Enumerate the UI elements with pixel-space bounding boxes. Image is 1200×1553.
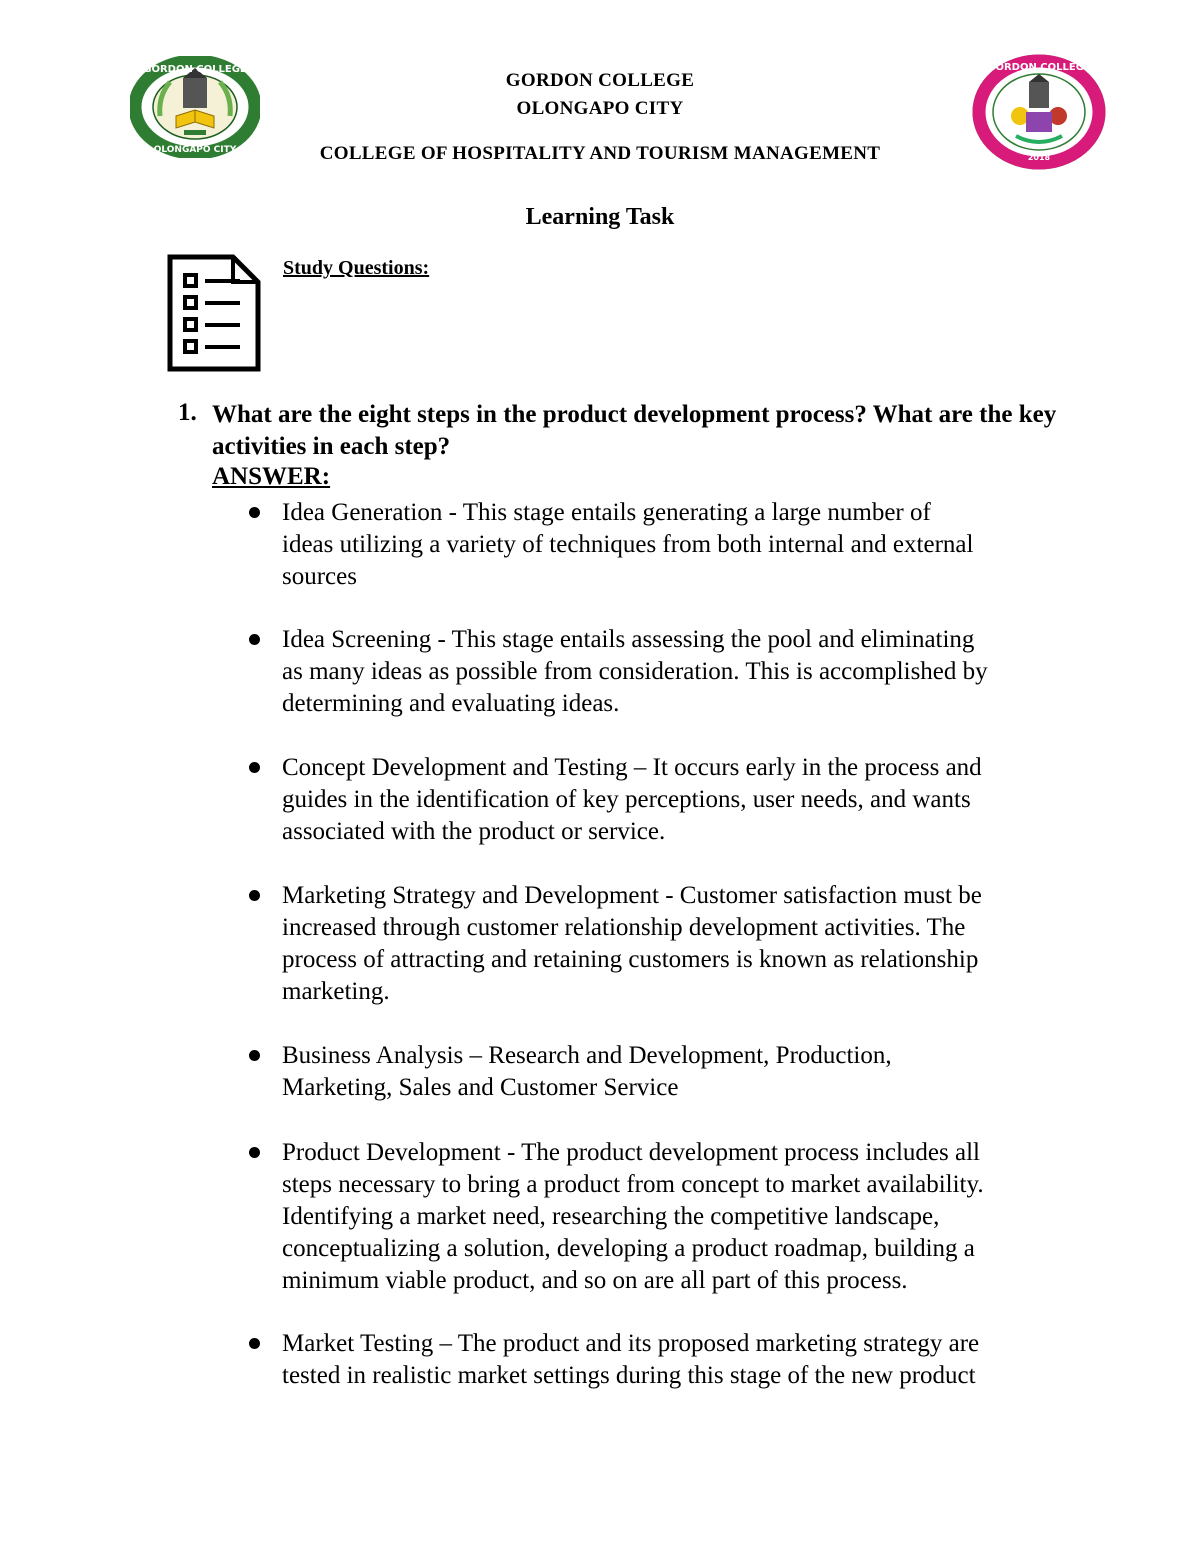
- answer-item-text: Business Analysis – Research and Development, Production, Marketing, Sales and Customer Service: [282, 1042, 892, 1101]
- bullet-icon: [249, 634, 260, 645]
- answer-item-text: Market Testing – The product and its proposed marketing strategy are tested in realistic market settings during this stage of the new product: [282, 1330, 980, 1389]
- bullet-icon: [249, 1050, 260, 1061]
- bullet-icon: [249, 507, 260, 518]
- right-seal-ring-text: GORDON COLLEGE: [987, 62, 1091, 73]
- answer-item-text: Product Development - The product development process includes all steps necessary to bring a product from concept to market availability. Identifying a market need, researching the competitive landscape, conceptualizing a solution, developing a product roadmap, building a minimum viable product, and so on are all part of this process.: [282, 1139, 984, 1294]
- answer-item-text: Idea Screening - This stage entails assessing the pool and eliminating as many ideas as possible from consideration. This is accomplished by determining and evaluating ideas.: [282, 626, 988, 717]
- left-seal-ring-text: GORDON COLLEGE: [143, 64, 247, 75]
- right-seal-year: 2018: [1027, 153, 1051, 162]
- question-number: 1.: [178, 399, 197, 426]
- college-name: COLLEGE OF HOSPITALITY AND TOURISM MANAGEMENT: [319, 143, 881, 164]
- answer-item-text: Concept Development and Testing – It occurs early in the process and guides in the identification of key perceptions, user needs, and wants associated with the product or service.: [282, 754, 982, 845]
- institution-name: GORDON COLLEGE: [505, 70, 695, 91]
- answer-item-text: Idea Generation - This stage entails generating a large number of ideas utilizing a variety of techniques from both internal and external sources: [282, 499, 974, 590]
- bullet-icon: [249, 1338, 260, 1349]
- checklist-document-icon: [167, 254, 261, 372]
- answer-item-text: Marketing Strategy and Development - Customer satisfaction must be increased through customer relationship development activities. The process of attracting and retaining customers is known as relationship marketing.: [282, 882, 982, 1005]
- bullet-icon: [249, 890, 260, 901]
- institution-city: OLONGAPO CITY: [516, 98, 684, 119]
- bullet-icon: [249, 762, 260, 773]
- left-seal-bottom-text: OLONGAPO CITY: [153, 145, 237, 155]
- page-title: Learning Task: [525, 204, 675, 230]
- answer-label: ANSWER:: [212, 463, 331, 490]
- question-text: What are the eight steps in the product development process? What are the key activities in each step?: [212, 401, 1057, 460]
- bullet-icon: [249, 1147, 260, 1158]
- study-questions-label: Study Questions:: [283, 257, 430, 279]
